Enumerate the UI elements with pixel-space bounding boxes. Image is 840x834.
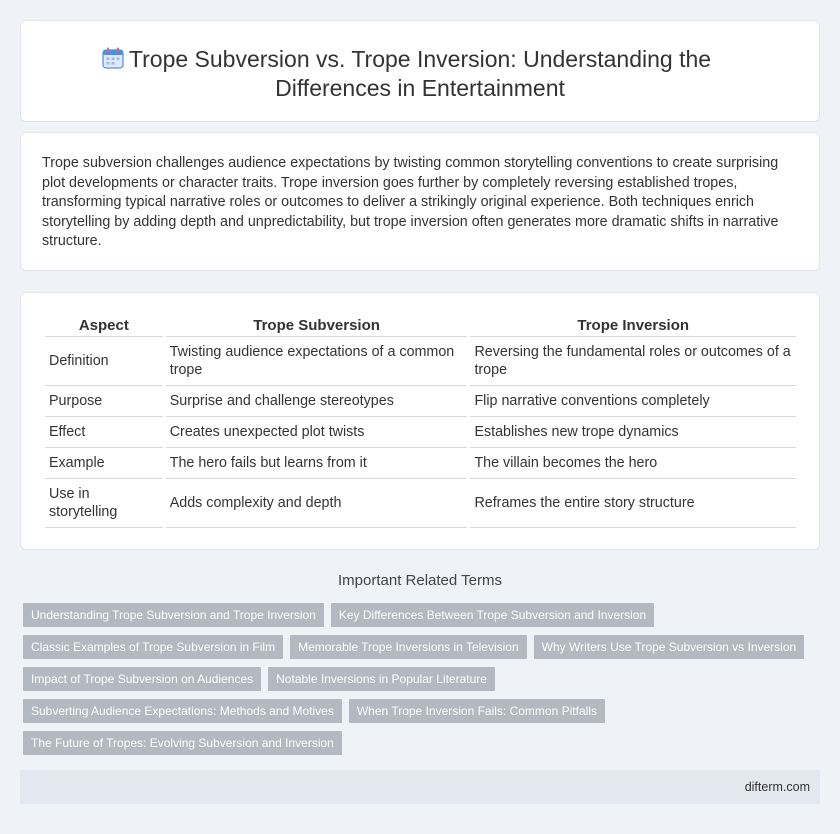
intro-card <box>20 132 820 271</box>
subversion-cell: Creates unexpected plot twists <box>166 417 468 448</box>
related-term-link[interactable]: Impact of Trope Subversion on Audiences <box>23 667 261 691</box>
related-term-link[interactable]: Subverting Audience Expectations: Methods and Motives <box>23 699 342 723</box>
table-row <box>45 386 796 417</box>
table-row <box>45 337 796 386</box>
intro-paragraph: Trope subversion challenges audience expectations by twisting common storytelling conventions to create surprising plot developments or character traits. Trope inversion goes further by completely reversing established tropes, transforming typical narrative roles or outcomes to deliver a strikingly original experience. Both techniques enrich storytelling by adding depth and unpredictability, but trope inversion often generates more dramatic shifts in narrative structure. <box>42 155 779 250</box>
inversion-cell: Establishes new trope dynamics <box>470 417 796 448</box>
related-term-link[interactable]: Key Differences Between Trope Subversion and Inversion <box>331 603 654 627</box>
header-trope-inversion: Trope Inversion <box>470 314 796 337</box>
related-term-link[interactable]: Why Writers Use Trope Subversion vs Inversion <box>534 635 805 659</box>
related-term-link[interactable]: Notable Inversions in Popular Literature <box>268 667 495 691</box>
inversion-cell: Reversing the fundamental roles or outcomes of a trope <box>470 337 796 386</box>
title-card <box>20 20 820 122</box>
inversion-cell: The villain becomes the hero <box>470 448 796 479</box>
related-term-link[interactable]: Classic Examples of Trope Subversion in Film <box>23 635 283 659</box>
tag-row <box>23 635 803 659</box>
tag-row <box>23 699 803 723</box>
comparison-table <box>42 314 799 528</box>
related-term-link[interactable]: When Trope Inversion Fails: Common Pitfalls <box>349 699 605 723</box>
related-terms-list <box>23 603 803 763</box>
aspect-cell: Use in storytelling <box>45 479 163 528</box>
comparison-card <box>20 292 820 550</box>
footer <box>20 770 820 804</box>
table-header-row <box>45 314 796 337</box>
table-row <box>45 448 796 479</box>
inversion-cell: Flip narrative conventions completely <box>470 386 796 417</box>
tag-row <box>23 731 803 755</box>
tag-row <box>23 667 803 691</box>
page-title-text: Trope Subversion vs. Trope Inversion: Understanding the Differences in Entertainment <box>128 46 712 101</box>
table-row <box>45 417 796 448</box>
header-aspect: Aspect <box>45 314 163 337</box>
page-title <box>21 45 819 103</box>
subversion-cell: Twisting audience expectations of a common trope <box>166 337 468 386</box>
subversion-cell: The hero fails but learns from it <box>166 448 468 479</box>
aspect-cell: Purpose <box>45 386 163 417</box>
related-term-link[interactable]: The Future of Tropes: Evolving Subversion and Inversion <box>23 731 342 755</box>
related-term-link[interactable]: Understanding Trope Subversion and Trope Inversion <box>23 603 324 627</box>
aspect-cell: Effect <box>45 417 163 448</box>
subversion-cell: Adds complexity and depth <box>166 479 468 528</box>
related-terms-heading: Important Related Terms <box>338 572 502 589</box>
site-name[interactable]: difterm.com <box>744 780 810 794</box>
inversion-cell: Reframes the entire story structure <box>470 479 796 528</box>
header-trope-subversion: Trope Subversion <box>166 314 468 337</box>
aspect-cell: Example <box>45 448 163 479</box>
table-row <box>45 479 796 528</box>
related-term-link[interactable]: Memorable Trope Inversions in Television <box>290 635 527 659</box>
subversion-cell: Surprise and challenge stereotypes <box>166 386 468 417</box>
tag-row <box>23 603 803 627</box>
aspect-cell: Definition <box>45 337 163 386</box>
